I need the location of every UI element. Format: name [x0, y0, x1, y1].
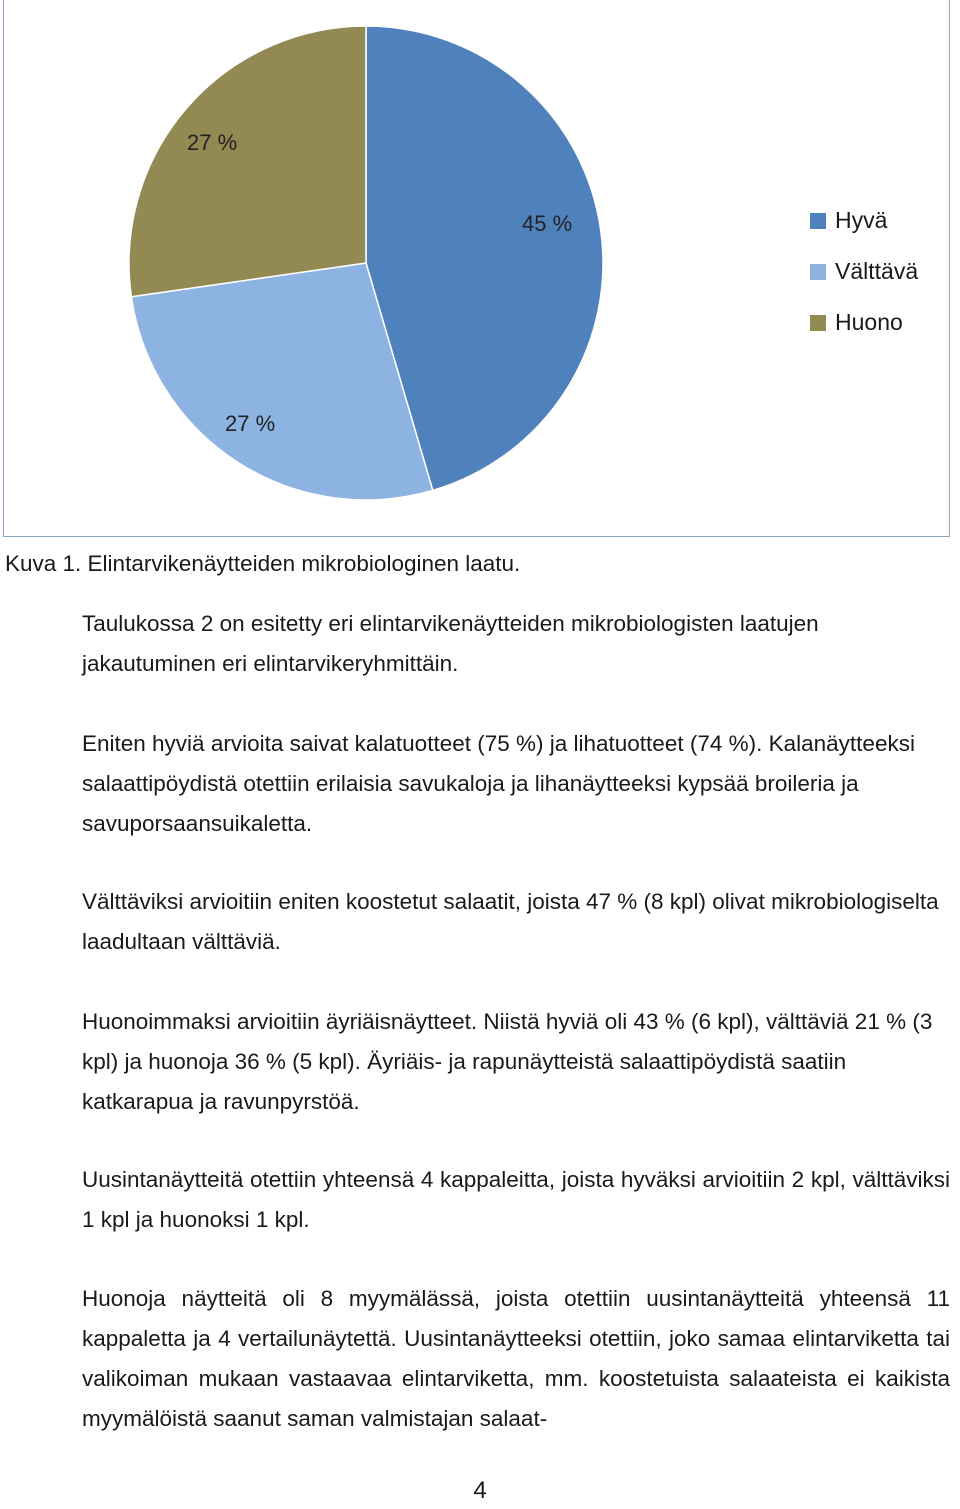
paragraph-4: Huonoimmaksi arvioitiin äyriäisnäytteet. Niistä hyviä oli 43 % (6 kpl), välttäviä 21 % (3 kpl) ja huonoja 36 % (5 kpl). Äyriäis- ja rapunäytteistä salaattipöydistä saatiin katkarapua ja ravunpyrstöä. [82, 1009, 933, 1114]
slice-label-hyva: 45 % [522, 211, 573, 236]
pie-chart [4, 0, 951, 537]
legend-swatch-hyva [810, 213, 826, 229]
slice-label-valttava: 27 % [225, 411, 276, 436]
legend-item-hyva [810, 195, 918, 246]
legend-swatch-valttava [810, 264, 826, 280]
chart-legend [810, 195, 918, 348]
paragraph-5: Uusintanäytteitä otettiin yhteensä 4 kappaleitta, joista hyväksi arvioitiin 2 kpl, välttäviksi 1 kpl ja huonoksi 1 kpl. [82, 1167, 950, 1232]
legend-swatch-huono [810, 315, 826, 331]
slice-label-huono: 27 % [187, 130, 238, 155]
legend-label-huono: Huono [835, 309, 903, 335]
chart-area [3, 0, 950, 537]
legend-label-hyva: Hyvä [835, 207, 888, 233]
paragraph-3: Välttäviksi arvioitiin eniten koostetut salaatit, joista 47 % (8 kpl) olivat mikrobiologiselta laadultaan välttäviä. [82, 889, 939, 954]
legend-label-valttava: Välttävä [835, 258, 919, 284]
paragraph-6: Huonoja näytteitä oli 8 myymälässä, joista otettiin uusintanäytteitä yhteensä 11 kappaletta ja 4 vertailunäytettä. Uusintanäytteeksi otettiin, joko samaa elintarviketta tai valikoiman mukaan vastaavaa elintarviketta, mm. koostetuista salaateista ei kaikista myymälöistä saanut saman valmistajan salaat- [82, 1286, 950, 1431]
legend-item-valttava [810, 246, 918, 297]
figure-caption: Kuva 1. Elintarvikenäytteiden mikrobiologinen laatu. [5, 551, 521, 576]
legend-item-huono [810, 297, 918, 348]
page-number: 4 [473, 1477, 487, 1504]
pie-slice-huono [129, 26, 366, 297]
paragraph-2: Eniten hyviä arvioita saivat kalatuotteet (75 %) ja lihatuotteet (74 %). Kalanäytteeksi salaattipöydistä otettiin erilaisia savukaloja ja lihanäytteeksi kypsää broileria ja savuporsaansuikaletta. [82, 731, 915, 836]
paragraph-1: Taulukossa 2 on esitetty eri elintarvikenäytteiden mikrobiologisten laatujen jakautuminen eri elintarvikeryhmittäin. [82, 611, 819, 676]
